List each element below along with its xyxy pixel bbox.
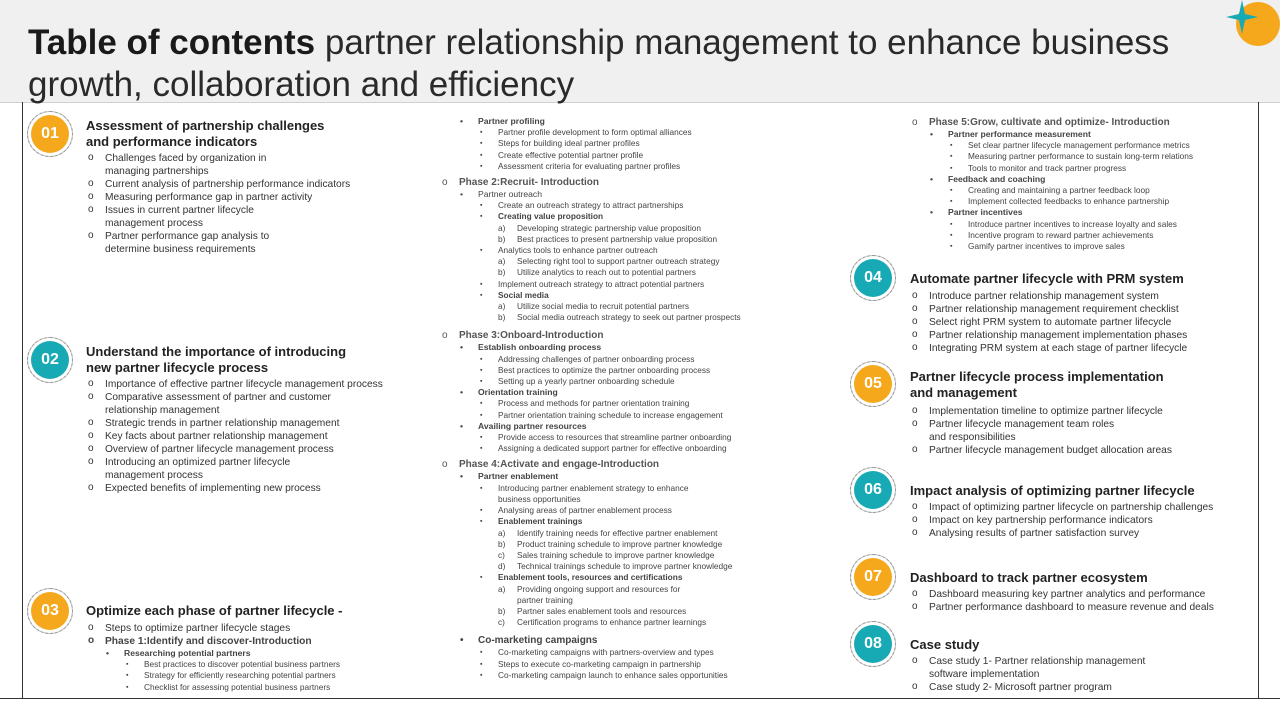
- section-number: 02: [41, 351, 59, 368]
- list-item: ▪ Create effective potential partner profile: [440, 150, 840, 161]
- section-number-badge: [854, 625, 892, 663]
- phase-heading: o Phase 5:Grow, cultivate and optimize- Introduction: [910, 116, 1255, 129]
- list-subheading: • Partner enablement: [440, 471, 840, 482]
- section-number-badge: [854, 259, 892, 297]
- section-number-badge: [854, 558, 892, 596]
- section-title[interactable]: Case study: [910, 637, 980, 652]
- list-item: ▪ Gamify partner incentives to improve sales: [910, 241, 1255, 252]
- section-items: [910, 655, 1255, 694]
- section-title-line: new partner lifecycle process: [86, 360, 269, 375]
- section-title-line: Assessment of partnership challenges: [86, 118, 325, 133]
- section-items: [910, 588, 1255, 614]
- list-subheading: • Co-marketing campaigns: [440, 634, 840, 647]
- list-item: ▪ Social media: [440, 290, 840, 301]
- section-number: 01: [41, 125, 59, 142]
- section-title[interactable]: Impact analysis of optimizing partner lifecycle: [910, 483, 1195, 498]
- middle-column: [440, 116, 840, 681]
- page-title-bold: Table of contents: [28, 23, 316, 62]
- list-item: o Partner relationship management requirement checklist: [910, 303, 1255, 316]
- list-item: b) Social media outreach strategy to seek out partner prospects: [498, 312, 741, 323]
- list-item: o Dashboard measuring key partner analytics and performance: [910, 588, 1255, 601]
- section-title[interactable]: Optimize each phase of partner lifecycle -: [86, 603, 343, 618]
- list-item: o Introduce partner relationship management system: [910, 290, 1255, 303]
- list-item: ▪ Enablement trainings: [440, 516, 840, 527]
- section-title-line: Partner lifecycle process implementation: [910, 369, 1164, 384]
- list-item: ▪ Best practices to discover potential business partners: [86, 659, 426, 670]
- list-item: ▪ Incentive program to reward partner achievements: [910, 230, 1255, 241]
- list-item: b) Product training schedule to improve partner knowledge: [498, 538, 723, 549]
- list-item: a) Providing ongoing support and resources for partner training: [498, 583, 681, 605]
- frame-right: [1258, 102, 1259, 698]
- section-title-line: and management: [910, 385, 1017, 400]
- list-subheading: • Partner incentives: [910, 207, 1255, 218]
- section-number: 06: [864, 481, 882, 498]
- list-item: o Impact on key partnership performance indicators: [910, 514, 1255, 527]
- list-subheading: • Researching potential partners: [86, 648, 426, 659]
- section-number-badge: [31, 592, 69, 630]
- list-item: b) Utilize analytics to reach out to potential partners: [498, 267, 696, 278]
- page-title: [28, 22, 1208, 106]
- section-title[interactable]: [86, 344, 346, 376]
- list-item: ▪ Process and methods for partner orientation training: [440, 398, 840, 409]
- section-title[interactable]: Dashboard to track partner ecosystem: [910, 570, 1148, 585]
- frame-left: [22, 102, 23, 698]
- section-number: 03: [41, 602, 59, 619]
- list-item: o Analysing results of partner satisfaction survey: [910, 527, 1255, 540]
- list-item: o Measuring performance gap in partner activity: [86, 191, 416, 204]
- list-item: ▪ Best practices to optimize the partner onboarding process: [440, 365, 840, 376]
- list-item: c) Sales training schedule to improve partner knowledge: [498, 549, 715, 560]
- list-item: c) Certification programs to enhance partner learnings: [498, 617, 707, 628]
- phase-heading: o Phase 4:Activate and engage-Introduction: [440, 458, 840, 471]
- list-item: o Comparative assessment of partner and customer relationship management: [86, 391, 426, 417]
- list-item: o Challenges faced by organization in managing partnerships: [86, 152, 416, 178]
- list-item: ▪ Assigning a dedicated support partner for effective onboarding: [440, 443, 840, 454]
- list-item: ▪ Implement collected feedbacks to enhance partnership: [910, 196, 1255, 207]
- list-item: ▪ Analytics tools to enhance partner outreach: [440, 245, 840, 256]
- section-number: 08: [864, 635, 882, 652]
- section-title[interactable]: [910, 369, 1164, 401]
- section-title[interactable]: [86, 118, 324, 150]
- list-item: ▪ Introducing partner enablement strategy to enhance business opportunities: [440, 483, 840, 505]
- section-items: [86, 378, 426, 495]
- section-items: [86, 622, 426, 693]
- list-subheading: • Partner profiling: [440, 116, 840, 127]
- list-item: o Impact of optimizing partner lifecycle on partnership challenges: [910, 501, 1255, 514]
- list-item: o Importance of effective partner lifecycle management process: [86, 378, 426, 391]
- section-items: [910, 405, 1255, 457]
- section-number: 07: [864, 568, 882, 585]
- list-item: a) Utilize social media to recruit potential partners: [498, 301, 690, 312]
- list-item: o Introducing an optimized partner lifecycle management process: [86, 456, 426, 482]
- section-number: 04: [864, 269, 882, 286]
- section-number: 05: [864, 375, 882, 392]
- section-number-badge: [31, 115, 69, 153]
- list-item: ▪ Set clear partner lifecycle management performance metrics: [910, 140, 1255, 151]
- section-number-badge: [854, 365, 892, 403]
- list-item: ▪ Strategy for efficiently researching potential partners: [86, 670, 426, 681]
- phase-heading: o Phase 3:Onboard-Introduction: [440, 329, 840, 342]
- list-subheading: • Orientation training: [440, 387, 840, 398]
- list-item: o Case study 2- Microsoft partner program: [910, 681, 1255, 694]
- list-item: d) Technical trainings schedule to improve partner knowledge: [498, 561, 733, 572]
- section-title[interactable]: Automate partner lifecycle with PRM system: [910, 271, 1184, 286]
- list-item: ▪ Steps for building ideal partner profiles: [440, 138, 840, 149]
- list-item: ▪ Assessment criteria for evaluating partner profiles: [440, 161, 840, 172]
- list-item: o Partner performance gap analysis to determine business requirements: [86, 230, 416, 256]
- frame-bottom: [0, 698, 1280, 699]
- list-item: o Case study 1- Partner relationship management software implementation: [910, 655, 1255, 681]
- list-item: o Current analysis of partnership performance indicators: [86, 178, 416, 191]
- list-item: ▪ Create an outreach strategy to attract partnerships: [440, 200, 840, 211]
- list-item: o Implementation timeline to optimize partner lifecycle: [910, 405, 1255, 418]
- list-subheading: • Partner performance measurement: [910, 129, 1255, 140]
- page-title-subtitle: partner relationship management to enhance business growth, collaboration and efficiency: [28, 23, 1170, 104]
- list-item: a) Developing strategic partnership value proposition: [498, 222, 702, 233]
- list-item: o Select right PRM system to automate partner lifecycle: [910, 316, 1255, 329]
- list-item: ▪ Partner profile development to form optimal alliances: [440, 127, 840, 138]
- section-items: [86, 152, 416, 256]
- list-item: ▪ Tools to monitor and track partner progress: [910, 163, 1255, 174]
- list-item: o Integrating PRM system at each stage of partner lifecycle: [910, 342, 1255, 355]
- list-item: ▪ Checklist for assessing potential business partners: [86, 682, 426, 693]
- list-item: ▪ Addressing challenges of partner onboarding process: [440, 354, 840, 365]
- list-item: ▪ Steps to execute co-marketing campaign in partnership: [440, 659, 840, 670]
- list-item: ▪ Co-marketing campaign launch to enhance sales opportunities: [440, 670, 840, 681]
- list-item: o Key facts about partner relationship management: [86, 430, 426, 443]
- list-item: ▪ Analysing areas of partner enablement process: [440, 505, 840, 516]
- list-item: o Issues in current partner lifecycle management process: [86, 204, 416, 230]
- list-subheading: • Feedback and coaching: [910, 174, 1255, 185]
- list-item: ▪ Implement outreach strategy to attract potential partners: [440, 279, 840, 290]
- phase-heading: o Phase 2:Recruit- Introduction: [440, 176, 840, 189]
- list-item: ▪ Provide access to resources that streamline partner onboarding: [440, 432, 840, 443]
- list-item: o Steps to optimize partner lifecycle stages: [86, 622, 426, 635]
- phase5-block: [910, 116, 1255, 252]
- list-item: ▪ Creating and maintaining a partner feedback loop: [910, 185, 1255, 196]
- list-item: b) Partner sales enablement tools and resources: [498, 605, 687, 616]
- list-item: o Strategic trends in partner relationship management: [86, 417, 426, 430]
- list-item: ▪ Enablement tools, resources and certifications: [440, 572, 840, 583]
- title-bar: [0, 0, 1280, 103]
- list-item: b) Best practices to present partnership value proposition: [498, 233, 718, 244]
- list-subheading: • Establish onboarding process: [440, 342, 840, 353]
- section-number-badge: [854, 471, 892, 509]
- list-item: o Partner performance dashboard to measure revenue and deals: [910, 601, 1255, 614]
- list-item: o Partner lifecycle management budget allocation areas: [910, 444, 1255, 457]
- list-item: o Partner relationship management implementation phases: [910, 329, 1255, 342]
- section-title-line: Understand the importance of introducing: [86, 344, 347, 359]
- list-item: ▪ Creating value proposition: [440, 211, 840, 222]
- section-items: [910, 501, 1255, 540]
- list-item: o Expected benefits of implementing new process: [86, 482, 426, 495]
- list-item: a) Identify training needs for effective partner enablement: [498, 527, 718, 538]
- list-item: ▪ Co-marketing campaigns with partners-overview and types: [440, 647, 840, 658]
- list-item: ▪ Introduce partner incentives to increase loyalty and sales: [910, 219, 1255, 230]
- list-subheading: • Partner outreach: [440, 189, 840, 200]
- list-item: o Partner lifecycle management team roles and responsibilities: [910, 418, 1255, 444]
- list-item: o Overview of partner lifecycle management process: [86, 443, 426, 456]
- list-item: ▪ Measuring partner performance to sustain long-term relations: [910, 151, 1255, 162]
- corner-logo-icon: [1220, 0, 1280, 60]
- section-title-line: and performance indicators: [86, 134, 258, 149]
- list-item: a) Selecting right tool to support partner outreach strategy: [498, 256, 720, 267]
- list-item: o Phase 1:Identify and discover-Introduction: [86, 635, 426, 648]
- section-items: [910, 290, 1255, 355]
- list-item: ▪ Partner orientation training schedule to increase engagement: [440, 410, 840, 421]
- list-item: ▪ Setting up a yearly partner onboarding schedule: [440, 376, 840, 387]
- section-number-badge: [31, 341, 69, 379]
- list-subheading: • Availing partner resources: [440, 421, 840, 432]
